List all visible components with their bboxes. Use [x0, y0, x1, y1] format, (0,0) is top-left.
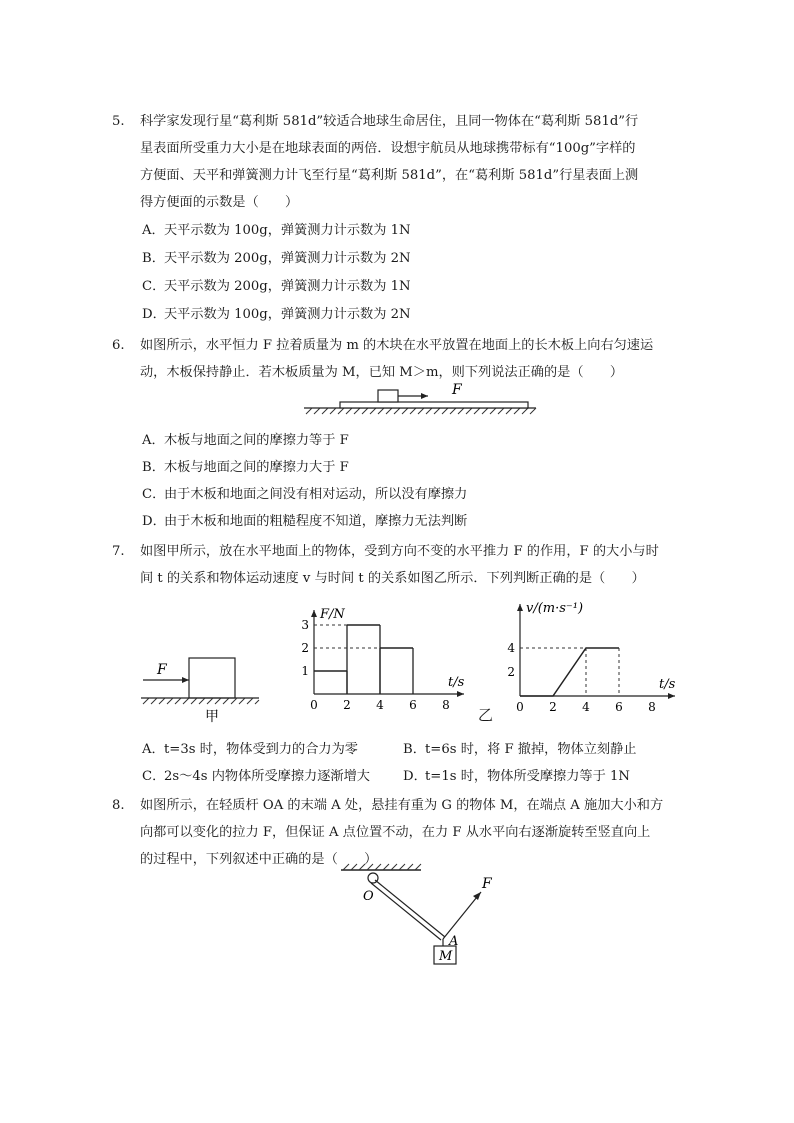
- x-axis-arrow: [457, 691, 464, 697]
- question-text-line: 向都可以变化的拉力 F，但保证 A 点位置不动，在力 F 从水平向右逐渐旋转至竖直向上: [140, 825, 651, 840]
- y-axis-label: v/(m·s⁻¹): [526, 601, 584, 616]
- option-label: A．: [142, 742, 165, 757]
- arrow-head: [421, 393, 428, 399]
- question-number: 8.: [112, 798, 125, 813]
- force-f-arrow: [443, 892, 481, 939]
- ground-hatch: [306, 408, 536, 414]
- option-text: 天平示数为 200g，弹簧测力计示数为 1N: [164, 279, 411, 294]
- option-label: B．: [142, 251, 165, 266]
- option-text: 天平示数为 100g，弹簧测力计示数为 2N: [164, 307, 411, 322]
- question-text-line: 如图甲所示，放在水平地面上的物体，受到方向不变的水平推力 F 的作用，F 的大小与时: [140, 544, 659, 559]
- option-label: D．: [142, 514, 166, 529]
- option-a[interactable]: [142, 740, 358, 760]
- question-text-line: 动，木板保持静止．若木板质量为 M，已知 M＞m，则下列说法正确的是（ ）: [140, 365, 624, 380]
- question-text-line: 的过程中，下列叙述中正确的是（ ）: [140, 852, 378, 867]
- option-b[interactable]: [142, 249, 411, 269]
- option-label: A．: [142, 433, 165, 448]
- question-text-line: 如图所示，水平恒力 F 拉着质量为 m 的木块在水平放置在地面上的长木板上向右匀速运: [140, 338, 654, 353]
- y-axis-arrow: [517, 604, 523, 611]
- question-number: 6.: [112, 338, 125, 353]
- option-d[interactable]: [142, 305, 411, 325]
- option-text: t=3s 时，物体受到力的合力为零: [164, 742, 358, 757]
- question-number: 7.: [112, 544, 125, 559]
- force-label: F: [452, 382, 462, 398]
- x-tick-label: 0: [310, 698, 318, 712]
- wood-block: [378, 390, 398, 402]
- option-label: D．: [403, 769, 427, 784]
- option-c[interactable]: [142, 485, 467, 505]
- question-number: 5.: [112, 114, 125, 129]
- option-text: 由于木板和地面之间没有相对运动，所以没有摩擦力: [164, 487, 468, 502]
- force-label: F: [157, 662, 167, 678]
- object-box: [189, 658, 235, 698]
- option-text: 天平示数为 100g，弹簧测力计示数为 1N: [164, 223, 411, 238]
- option-c[interactable]: [142, 277, 411, 297]
- x-tick-label: 6: [615, 700, 623, 714]
- figure-caption: 甲: [205, 709, 219, 725]
- lever-figure: [335, 862, 525, 977]
- arrow-head: [473, 892, 481, 900]
- label-f: F: [482, 876, 492, 892]
- board-block-figure: [296, 380, 546, 420]
- x-axis-arrow: [668, 693, 675, 699]
- option-d[interactable]: [142, 512, 467, 532]
- label-o: O: [363, 889, 374, 904]
- long-board: [340, 402, 528, 408]
- ground-hatch: [143, 698, 259, 704]
- x-tick-label: 2: [343, 698, 351, 712]
- y-tick-label: 1: [301, 664, 309, 678]
- question-text-line: 得方便面的示数是（ ）: [140, 195, 299, 210]
- question-text-line: 间 t 的关系和物体运动速度 v 与时间 t 的关系如图乙所示．下列判断正确的是（ ）: [140, 571, 645, 586]
- rod-oa: [375, 880, 445, 937]
- question-text-line: 星表面所受重力大小是在地球表面的两倍．设想宇航员从地球携带标有“100g”字样的: [140, 141, 636, 156]
- arrow-head: [182, 677, 189, 683]
- option-text: 木板与地面之间的摩擦力大于 F: [164, 460, 349, 475]
- question-text-line: 如图所示，在轻质杆 OA 的末端 A 处，悬挂有重为 G 的物体 M，在端点 A 施加大小和方: [140, 798, 664, 813]
- option-d[interactable]: [403, 767, 630, 787]
- y-tick-label: 4: [507, 641, 515, 655]
- option-label: D．: [142, 307, 166, 322]
- option-text: 木板与地面之间的摩擦力等于 F: [164, 433, 349, 448]
- option-label: C．: [142, 769, 166, 784]
- option-text: t=1s 时，物体所受摩擦力等于 1N: [425, 769, 630, 784]
- option-text: t=6s 时，将 F 撤掉，物体立刻静止: [425, 742, 637, 757]
- y-axis-label: F/N: [320, 607, 345, 622]
- y-tick-label: 2: [301, 641, 309, 655]
- x-tick-label: 2: [549, 700, 557, 714]
- option-text: 天平示数为 200g，弹簧测力计示数为 2N: [164, 251, 411, 266]
- option-label: B．: [142, 460, 165, 475]
- x-tick-label: 8: [442, 698, 450, 712]
- option-label: A．: [142, 223, 165, 238]
- option-b[interactable]: [403, 740, 636, 760]
- x-tick-label: 8: [648, 700, 656, 714]
- option-b[interactable]: [142, 458, 349, 478]
- option-label: B．: [403, 742, 426, 757]
- x-tick-label: 4: [376, 698, 384, 712]
- x-axis-label: t/s: [448, 675, 465, 690]
- question-text-line: 科学家发现行星“葛利斯 581d”较适合地球生命居住，且同一物体在“葛利斯 581d”行: [140, 114, 639, 129]
- y-tick-label: 2: [507, 665, 515, 679]
- y-tick-label: 3: [301, 618, 309, 632]
- option-a[interactable]: [142, 431, 349, 451]
- option-a[interactable]: [142, 221, 411, 241]
- option-label: C．: [142, 487, 166, 502]
- x-tick-label: 6: [409, 698, 417, 712]
- label-a: A: [449, 934, 459, 949]
- ceiling-hatch: [343, 864, 421, 870]
- x-axis-label: t/s: [659, 677, 676, 692]
- x-tick-label: 4: [582, 700, 590, 714]
- option-text: 2s～4s 内物体所受摩擦力逐渐增大: [164, 769, 370, 784]
- force-time-chart: [296, 600, 471, 715]
- x-tick-label: 0: [516, 700, 524, 714]
- label-m: M: [439, 949, 453, 964]
- option-c[interactable]: [142, 767, 370, 787]
- y-axis-arrow: [311, 610, 317, 617]
- option-text: 由于木板和地面的粗糙程度不知道，摩擦力无法判断: [164, 514, 468, 529]
- velocity-line: [520, 648, 619, 696]
- rod-oa-edge: [371, 883, 441, 940]
- velocity-time-chart: [500, 598, 685, 715]
- question-text-line: 方便面、天平和弹簧测力计飞至行星“葛利斯 581d”，在“葛利斯 581d”行星表面上测: [140, 168, 639, 183]
- option-label: C．: [142, 279, 166, 294]
- figure-caption: 乙: [478, 706, 494, 724]
- figure-jia: [135, 650, 265, 725]
